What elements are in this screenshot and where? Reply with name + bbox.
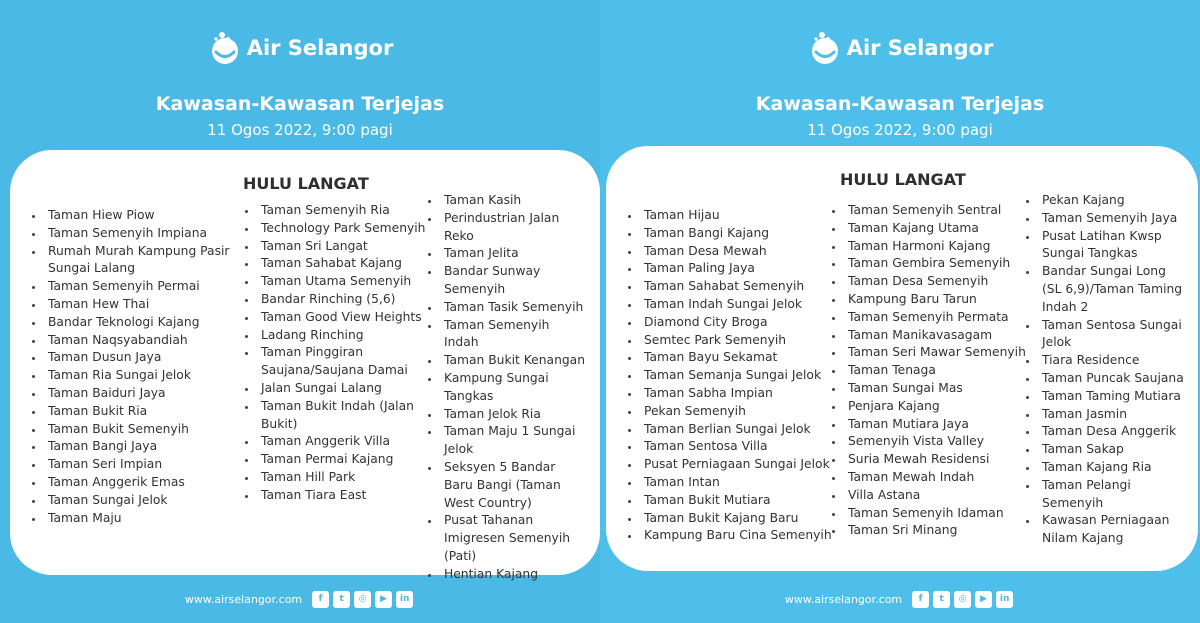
- area-list-item: • Taman Sentosa Sungai Jelok: [1038, 317, 1186, 353]
- area-list-item: • Taman Anggerik Villa: [257, 433, 427, 451]
- area-list-col1: [626, 207, 840, 545]
- area-list-item: • Taman Bayu Sekamat: [640, 349, 840, 367]
- area-list-item: • Taman Seri Impian: [44, 456, 244, 474]
- area-list-item: • Taman Utama Semenyih: [257, 273, 427, 291]
- area-list-item: • Bandar Sungai Long (SL 6,9)/Taman Taming Indah 2: [1038, 263, 1186, 316]
- area-list-item: • Taman Manikavasagam: [844, 327, 1034, 345]
- area-list-item: • Taman Hew Thai: [44, 296, 244, 314]
- area-list-item: • Taman Tasik Semenyih: [440, 299, 586, 317]
- area-list-item: • Taman Ria Sungai Jelok: [44, 367, 244, 385]
- area-list-item: • Taman Anggerik Emas: [44, 474, 244, 492]
- area-list-item: • Taman Kajang Utama: [844, 220, 1034, 238]
- website-link[interactable]: www.airselangor.com: [184, 593, 303, 606]
- area-list-item: • Taman Mewah Indah: [844, 469, 1034, 487]
- area-list-item: • Kampung Baru Cina Semenyih: [640, 527, 840, 545]
- area-list-item: • Taman Maju: [44, 510, 244, 528]
- area-list-col2: [243, 202, 427, 505]
- area-list-item: • Semenyih Vista Valley: [844, 433, 1034, 451]
- area-list-item: • Taman Hill Park: [257, 469, 427, 487]
- page-date: 11 Ogos 2022, 9:00 pagi: [207, 121, 393, 139]
- area-list-col3: [1024, 192, 1186, 548]
- area-list-item: • Taman Semenyih Ria: [257, 202, 427, 220]
- youtube-icon[interactable]: ▶: [975, 591, 992, 608]
- instagram-icon[interactable]: ◎: [354, 591, 371, 608]
- area-list-item: • Taman Berlian Sungai Jelok: [640, 421, 840, 439]
- area-list-item: • Taman Kasih: [440, 192, 586, 210]
- facebook-icon[interactable]: f: [912, 591, 929, 608]
- area-list-item: • Taman Hiew Piow: [44, 207, 244, 225]
- area-list-item: • Taman Mutiara Jaya: [844, 416, 1034, 434]
- brand-logo: [600, 30, 1200, 66]
- area-list-item: • Taman Bukit Mutiara: [640, 492, 840, 510]
- district-heading: HULU LANGAT: [840, 170, 966, 189]
- page-date: 11 Ogos 2022, 9:00 pagi: [807, 121, 993, 139]
- area-list-item: • Taman Pinggiran Saujana/Saujana Damai: [257, 344, 427, 380]
- area-list-item: • Hentian Kajang: [440, 566, 586, 584]
- brand-logo: [0, 30, 600, 66]
- area-list-item: • Taman Tenaga: [844, 362, 1034, 380]
- area-list-item: • Pusat Latihan Kwsp Sungai Tangkas: [1038, 228, 1186, 264]
- area-list-item: • Perindustrian Jalan Reko: [440, 210, 586, 246]
- area-list-item: • Taman Sungai Mas: [844, 380, 1034, 398]
- area-list-item: • Technology Park Semenyih: [257, 220, 427, 238]
- area-list-item: • Taman Semenyih Idaman: [844, 505, 1034, 523]
- facebook-icon[interactable]: f: [312, 591, 329, 608]
- area-list-item: • Taman Indah Sungai Jelok: [640, 296, 840, 314]
- area-list-item: • Taman Sabha Impian: [640, 385, 840, 403]
- area-list-item: • Taman Semenyih Indah: [440, 317, 586, 353]
- area-list-item: • Taman Desa Mewah: [640, 243, 840, 261]
- affected-areas-card-right: [606, 146, 1198, 571]
- area-list-item: • Taman Bukit Semenyih: [44, 421, 244, 439]
- area-list-item: • Taman Semanja Sungai Jelok: [640, 367, 840, 385]
- footer: [600, 591, 1200, 608]
- area-list-item: • Taman Bukit Ria: [44, 403, 244, 421]
- area-list-item: • Taman Tiara East: [257, 487, 427, 505]
- page-title: Kawasan-Kawasan Terjejas: [755, 93, 1045, 115]
- twitter-icon[interactable]: t: [933, 591, 950, 608]
- area-list-item: • Tiara Residence: [1038, 352, 1186, 370]
- area-list-item: • Diamond City Broga: [640, 314, 840, 332]
- website-link[interactable]: www.airselangor.com: [784, 593, 903, 606]
- area-list-col2: [830, 202, 1034, 540]
- area-list-item: • Taman Bangi Kajang: [640, 225, 840, 243]
- area-list-item: • Taman Jelita: [440, 245, 586, 263]
- area-list-item: • Taman Sri Langat: [257, 238, 427, 256]
- area-list-item: • Taman Jasmin: [1038, 406, 1186, 424]
- area-list-item: • Taman Bukit Kenangan: [440, 352, 586, 370]
- area-list-item: • Kampung Sungai Tangkas: [440, 370, 586, 406]
- youtube-icon[interactable]: ▶: [375, 591, 392, 608]
- area-list-item: • Taman Permai Kajang: [257, 451, 427, 469]
- area-list-item: • Seksyen 5 Bandar Baru Bangi (Taman West Country): [440, 459, 586, 512]
- area-list-item: • Taman Sahabat Semenyih: [640, 278, 840, 296]
- area-list-item: • Suria Mewah Residensi: [844, 451, 1034, 469]
- area-list-item: • Pekan Semenyih: [640, 403, 840, 421]
- area-list-item: • Taman Sentosa Villa: [640, 438, 840, 456]
- area-list-item: • Taman Semenyih Permai: [44, 278, 244, 296]
- area-list-item: • Taman Jelok Ria: [440, 406, 586, 424]
- area-list-item: • Ladang Rinching: [257, 327, 427, 345]
- area-list-col1: [30, 207, 244, 527]
- area-list-item: • Taman Dusun Jaya: [44, 349, 244, 367]
- linkedin-icon[interactable]: in: [396, 591, 413, 608]
- area-list-item: • Taman Kajang Ria: [1038, 459, 1186, 477]
- area-list-item: • Taman Paling Jaya: [640, 260, 840, 278]
- area-list-item: • Taman Maju 1 Sungai Jelok: [440, 423, 586, 459]
- area-list-item: • Bandar Rinching (5,6): [257, 291, 427, 309]
- area-list-item: • Jalan Sungai Lalang: [257, 380, 427, 398]
- area-list-item: • Bandar Teknologi Kajang: [44, 314, 244, 332]
- area-list-item: • Taman Naqsyabandiah: [44, 332, 244, 350]
- area-list-item: • Kampung Baru Tarun: [844, 291, 1034, 309]
- area-list-item: • Taman Bangi Jaya: [44, 438, 244, 456]
- page-title: Kawasan-Kawasan Terjejas: [155, 93, 445, 115]
- area-list-item: • Taman Sri Minang: [844, 522, 1034, 540]
- area-list-item: • Taman Puncak Saujana: [1038, 370, 1186, 388]
- area-list-item: • Pekan Kajang: [1038, 192, 1186, 210]
- area-list-item: • Taman Semenyih Impiana: [44, 225, 244, 243]
- area-list-item: • Kawasan Perniagaan Nilam Kajang: [1038, 512, 1186, 548]
- brand-name: Air Selangor: [246, 36, 394, 60]
- water-drop-icon: [207, 30, 243, 66]
- area-list-item: • Taman Desa Anggerik: [1038, 423, 1186, 441]
- area-list-item: • Taman Semenyih Sentral: [844, 202, 1034, 220]
- area-list-item: • Pusat Perniagaan Sungai Jelok: [640, 456, 840, 474]
- area-list-item: • Penjara Kajang: [844, 398, 1034, 416]
- area-list-item: • Taman Desa Semenyih: [844, 273, 1034, 291]
- area-list-item: • Taman Good View Heights: [257, 309, 427, 327]
- area-list-item: • Semtec Park Semenyih: [640, 332, 840, 350]
- area-list-item: • Taman Gembira Semenyih: [844, 255, 1034, 273]
- instagram-icon[interactable]: ◎: [954, 591, 971, 608]
- linkedin-icon[interactable]: in: [996, 591, 1013, 608]
- affected-areas-card-left: [10, 150, 600, 581]
- area-list-item: • Taman Hijau: [640, 207, 840, 225]
- water-drop-icon: [807, 30, 843, 66]
- area-list-item: • Taman Sungai Jelok: [44, 492, 244, 510]
- area-list-item: • Rumah Murah Kampung Pasir Sungai Lalang: [44, 243, 244, 279]
- area-list-item: • Pusat Tahanan Imigresen Semenyih (Pati): [440, 512, 586, 565]
- area-list-item: • Taman Harmoni Kajang: [844, 238, 1034, 256]
- area-list-item: • Villa Astana: [844, 487, 1034, 505]
- area-list-item: • Taman Seri Mawar Semenyih: [844, 344, 1034, 362]
- area-list-item: • Taman Baiduri Jaya: [44, 385, 244, 403]
- footer: [0, 591, 600, 608]
- area-list-item: • Taman Intan: [640, 474, 840, 492]
- area-list-item: • Taman Sahabat Kajang: [257, 255, 427, 273]
- area-list-item: • Taman Bukit Indah (Jalan Bukit): [257, 398, 427, 434]
- area-list-item: • Bandar Sunway Semenyih: [440, 263, 586, 299]
- brand-name: Air Selangor: [846, 36, 994, 60]
- district-heading: HULU LANGAT: [243, 174, 369, 193]
- area-list-col3: [426, 192, 586, 584]
- area-list-item: • Taman Semenyih Permata: [844, 309, 1034, 327]
- area-list-item: • Taman Taming Mutiara: [1038, 388, 1186, 406]
- area-list-item: • Taman Semenyih Jaya: [1038, 210, 1186, 228]
- area-list-item: • Taman Sakap: [1038, 441, 1186, 459]
- area-list-item: • Taman Bukit Kajang Baru: [640, 510, 840, 528]
- area-list-item: • Taman Pelangi Semenyih: [1038, 477, 1186, 513]
- twitter-icon[interactable]: t: [333, 591, 350, 608]
